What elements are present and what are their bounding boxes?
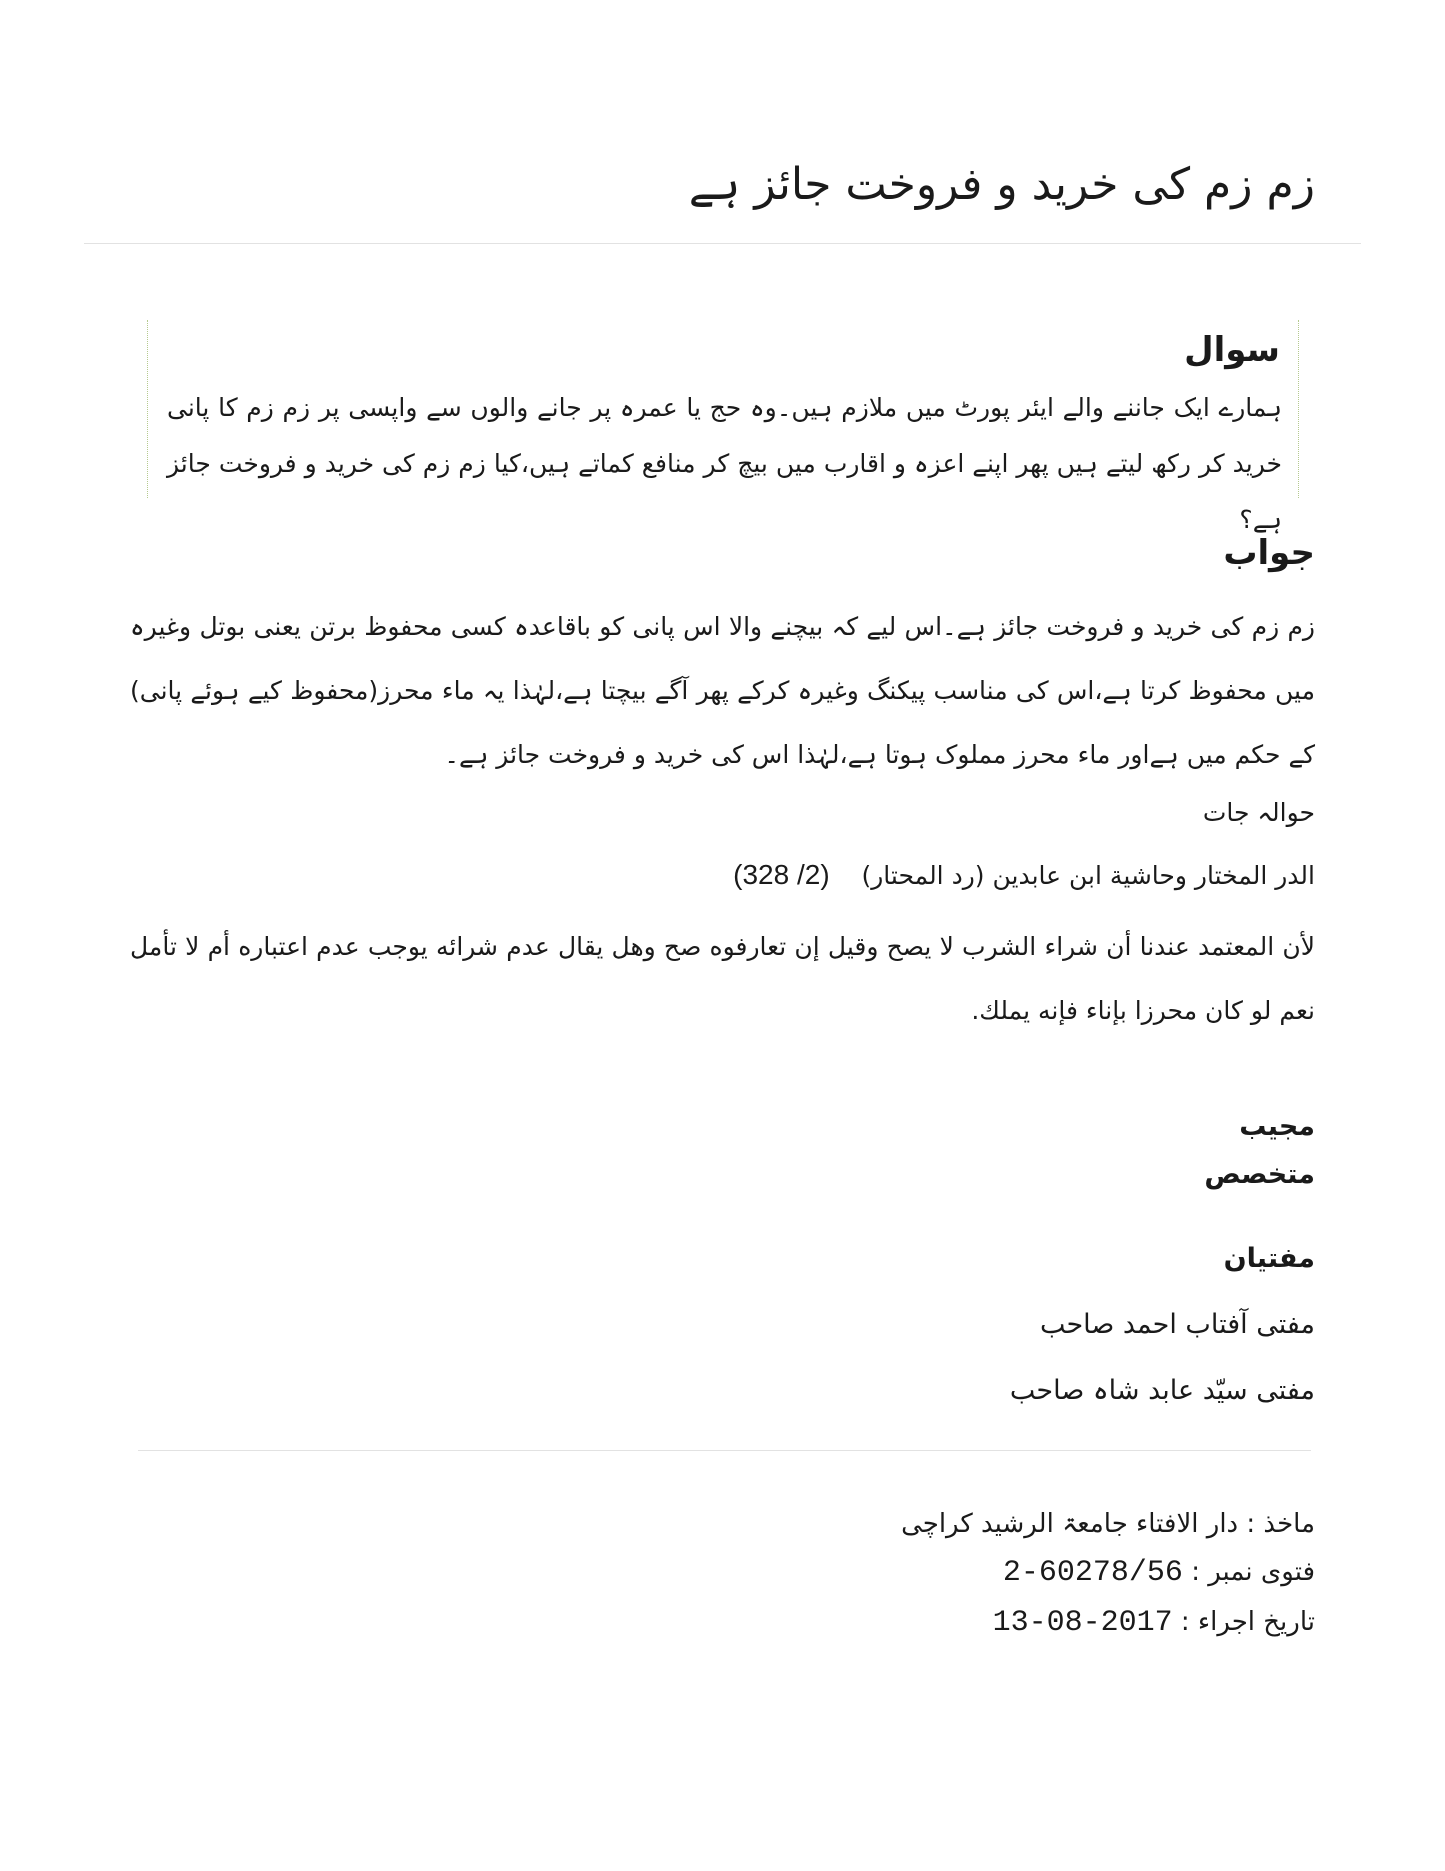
references-heading: حوالہ جات <box>1202 798 1315 827</box>
page-title: زم زم کی خرید و فروخت جائز ہے <box>688 159 1315 210</box>
question-text: ہمارے ایک جاننے والے ایئر پورٹ میں ملازم ہیں۔وہ حج یا عمرہ پر جانے والوں سے واپسی پر زم زم کا پانی خرید کر رکھ لیتے ہیں پھر اپنے اعزہ و اقارب میں بیچ کر منافع کماتے ہیں،کیا زم زم کی خرید و فروخت جائز ہے؟ <box>167 393 1282 534</box>
question-box <box>147 320 1299 534</box>
reference-text: لأن المعتمد عندنا أن شراء الشرب لا يصح وقيل إن تعارفوه صح وهل يقال عدم شرائه يوجب عدم اعتباره أم لا تأمل نعم لو كان محرزا بإناء فإنه يملك. <box>130 932 1315 1025</box>
top-divider <box>84 243 1361 244</box>
signature-muftiyan: مفتیان <box>1223 1243 1315 1274</box>
reference-source <box>733 855 1315 896</box>
bottom-divider <box>138 1450 1311 1451</box>
answer-text: زم زم کی خرید و فروخت جائز ہے۔اس لیے کہ بیچنے والا اس پانی کو باقاعدہ کسی محفوظ برتن یعنی بوتل وغیرہ میں محفوظ کرتا ہے،اس کی مناسب پیکنگ وغیرہ کرکے پھر آگے بیچتا ہے،لہٰذا یہ ماء محرز(محفوظ کیے ہوئے پانی) کے حکم میں ہےاور ماء محرز مملوک ہوتا ہے،لہٰذا اس کی خرید و فروخت جائز ہے۔ <box>130 612 1315 769</box>
meta-source-value: دار الافتاء جامعۃ الرشید کراچی <box>901 1509 1239 1539</box>
question-heading: سوال <box>1184 330 1280 370</box>
signature-mufti-aftab: مفتی آفتاب احمد صاحب <box>1039 1309 1315 1340</box>
reference-book: الدر المختار وحاشية ابن عابدين (رد المحتار) <box>861 861 1315 890</box>
meta-date-value: 13-08-2017 <box>992 1606 1173 1640</box>
meta-fatwa-label: فتوی نمبر : <box>1191 1557 1315 1587</box>
answer-heading: جواب <box>1223 533 1315 573</box>
meta-source-row <box>901 1500 1315 1548</box>
reference-volume: (2/ 328) <box>733 859 830 890</box>
signature-mutakhassis: متخصص <box>1204 1159 1315 1190</box>
signature-mufti-abid: مفتی سیّد عابد شاہ صاحب <box>1009 1375 1315 1406</box>
meta-fatwa-number: 2-60278/56 <box>1002 1556 1183 1590</box>
signature-mujib: مجیب <box>1239 1111 1315 1142</box>
meta-date-label: تاریخ اجراء : <box>1180 1607 1315 1637</box>
meta-fatwa-row <box>1003 1548 1315 1597</box>
meta-source-label: ماخذ : <box>1246 1509 1315 1539</box>
meta-date-row <box>993 1598 1315 1647</box>
